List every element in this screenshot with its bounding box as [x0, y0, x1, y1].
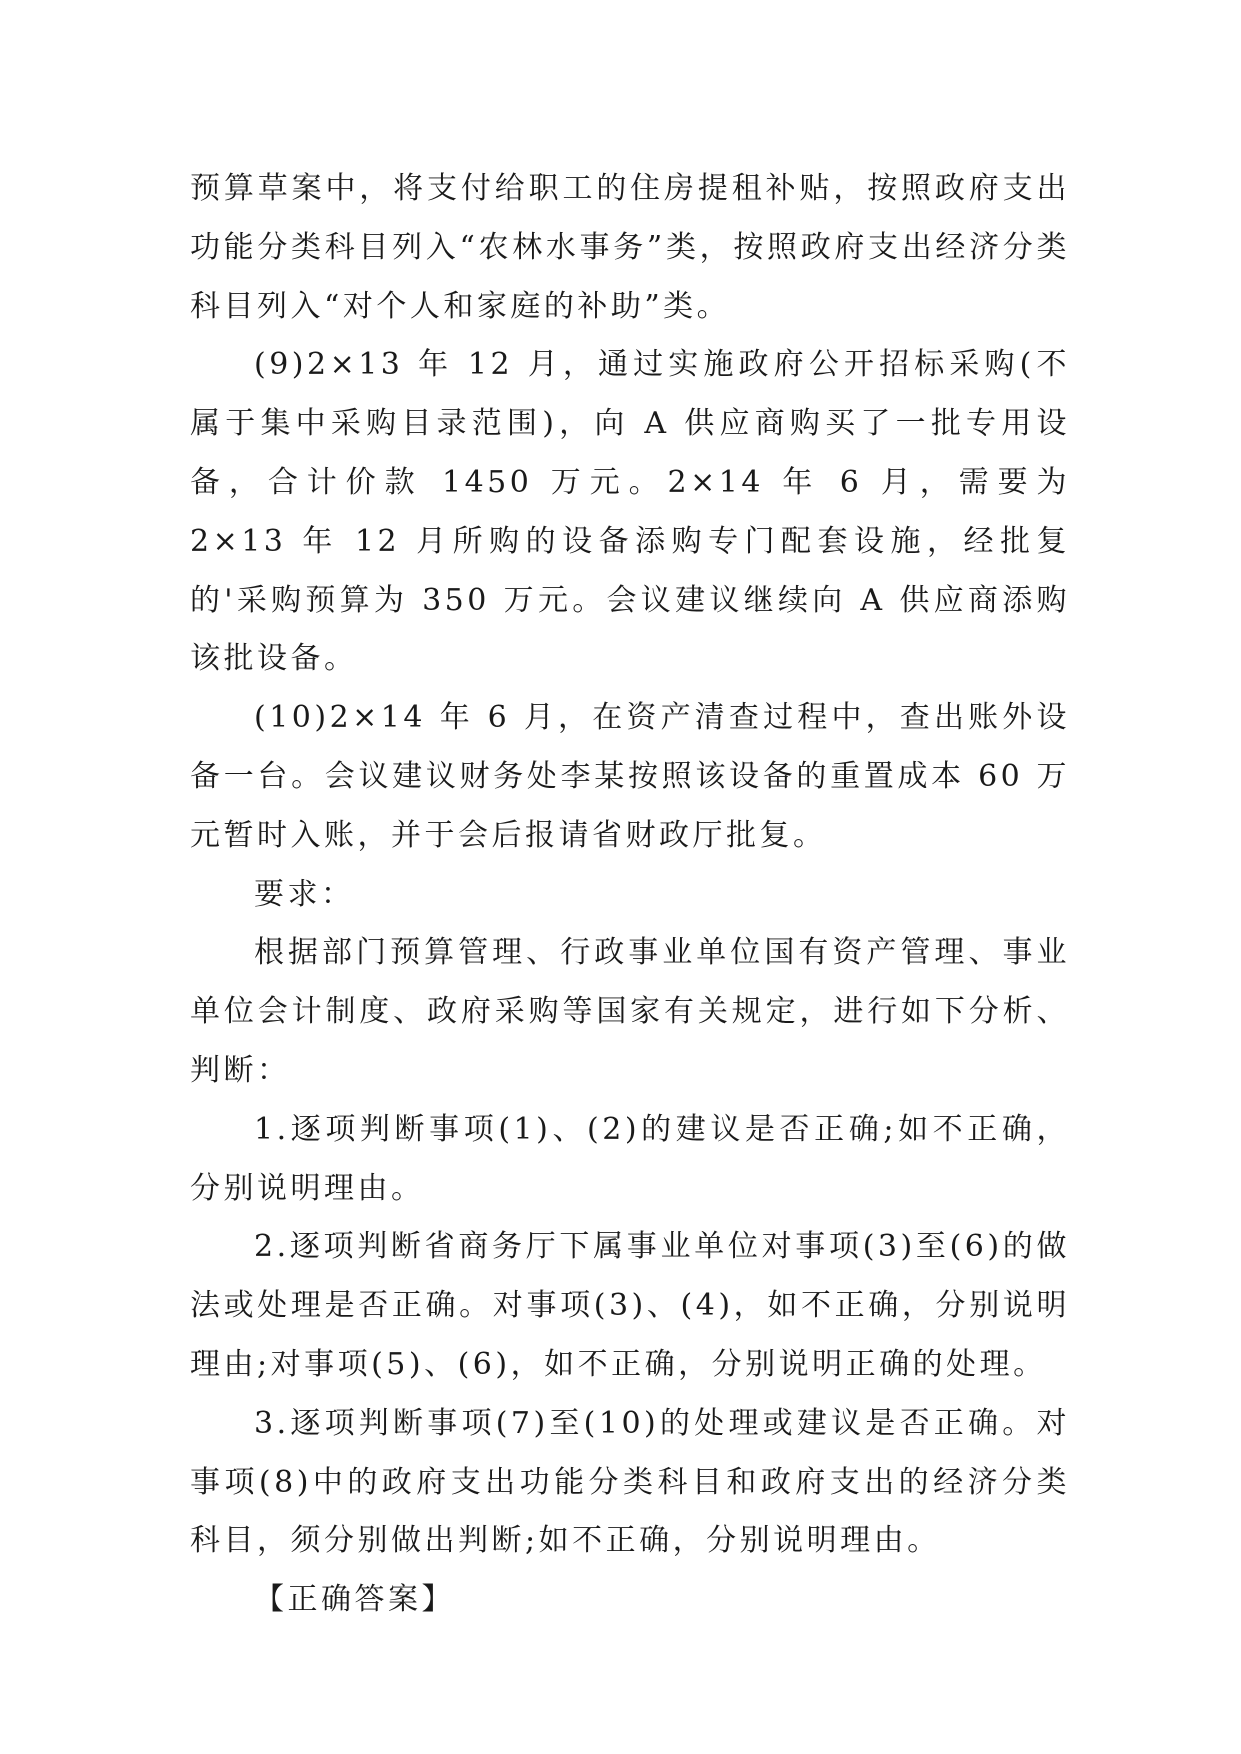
paragraph-item-10: (10)2×14 年 6 月，在资产清查过程中，查出账外设备一台。会议建议财务处李某按照该设备的重置成本 60 万元暂时入账，并于会后报请省财政厅批复。 — [190, 700, 1070, 853]
paragraph-requirements-intro: 根据部门预算管理、行政事业单位国有资产管理、事业单位会计制度、政府采购等国家有关规定，进行如下分析、判断： — [190, 935, 1070, 1088]
paragraph-item-9: (9)2×13 年 12 月，通过实施政府公开招标采购(不属于集中采购目录范围)，向 A 供应商购买了一批专用设备，合计价款 1450 万元。2×14 年 6 月，需要为 2×13 年 12 月所购的设备添购专门配套设施，经批复的'采购预算为 350 万元。会议建议继续向 A 供应商添购该批设备。 — [190, 347, 1070, 677]
paragraph-question-1: 1.逐项判断事项(1)、(2)的建议是否正确;如不正确，分别说明理由。 — [190, 1111, 1070, 1206]
document-body — [190, 160, 1070, 1630]
paragraph-correct-answer-heading: 【正确答案】 — [254, 1582, 455, 1618]
paragraph-question-2: 2.逐项判断省商务厅下属事业单位对事项(3)至(6)的做法或处理是否正确。对事项(3)、(4)，如不正确，分别说明理由;对事项(5)、(6)，如不正确，分别说明正确的处理。 — [190, 1229, 1070, 1382]
paragraph-question-3: 3.逐项判断事项(7)至(10)的处理或建议是否正确。对事项(8)中的政府支出功能分类科目和政府支出的经济分类科目，须分别做出判断;如不正确，分别说明理由。 — [190, 1405, 1070, 1559]
paragraph-requirements-heading: 要求： — [254, 876, 355, 912]
paragraph-budget-draft: 预算草案中，将支付给职工的住房提租补贴，按照政府支出功能分类科目列入“农林水事务”类，按照政府支出经济分类科目列入“对个人和家庭的补助”类。 — [190, 171, 1070, 324]
